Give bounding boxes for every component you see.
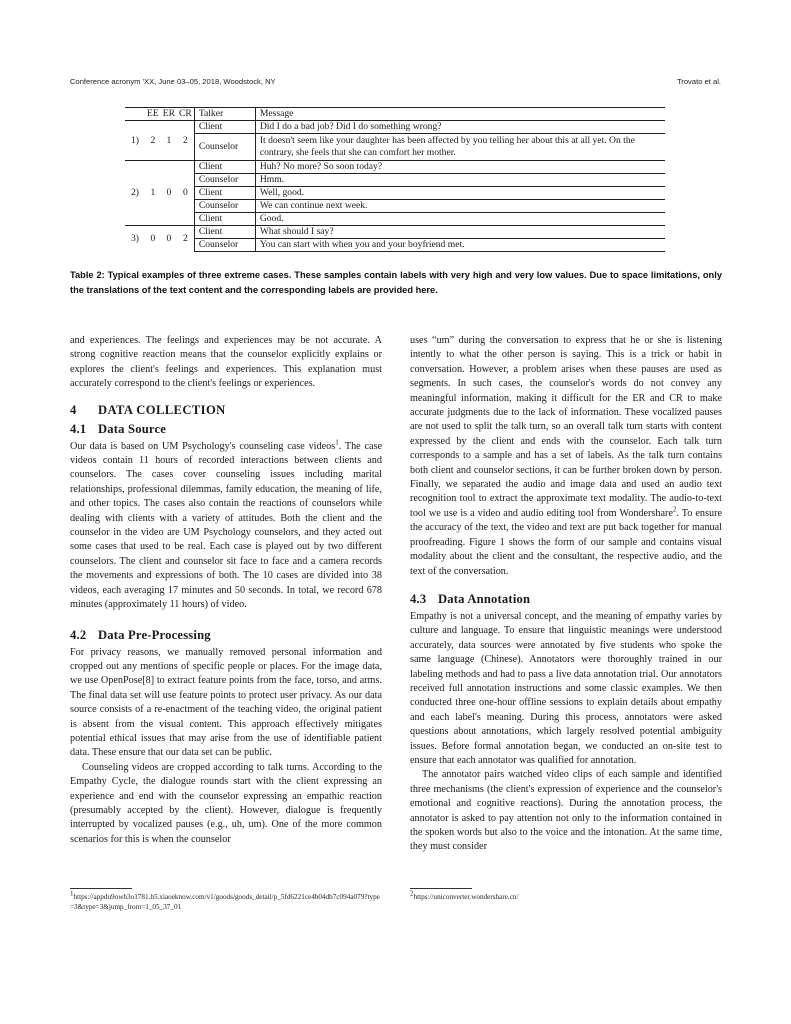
talker-cell: Client xyxy=(194,161,255,174)
right-column xyxy=(410,334,722,855)
ee-value: 2 xyxy=(150,134,156,146)
talker-cell: Client xyxy=(194,187,255,200)
group-label: 1) xyxy=(131,134,139,146)
paragraph-preprocessing: For privacy reasons, we manually removed personal information and cropped out any mentions of specific people or places. For the image data, we use OpenPose[8] to extract feature points from the face, torso, and arms. The final data set will use feature points to protect user privacy. As our data source consists of a re-enactment of the teaching video, the original patient is absent from the visual content. This approach effectively mitigates potential ethical issues that may arise from the use of identifiable patient data. These ensure that our data set can be public. xyxy=(70,646,382,759)
table-header-row xyxy=(125,108,665,121)
table-row xyxy=(125,226,665,239)
footnote-url[interactable]: https://appdu9owh3o1781.h5.xiaoeknow.com/v1/goods/goods_detail/p_5fd6221ce4b04db7c094a079?type=3&type=3&jump_from=1_05_37_01 xyxy=(70,893,380,911)
message-cell: Hmm. xyxy=(255,174,665,187)
message-cell: Did I do a bad job? Did I do something wrong? xyxy=(259,121,442,132)
table-row xyxy=(125,121,665,134)
section-number: 4 xyxy=(70,402,77,417)
talker-cell: Counselor xyxy=(194,200,255,213)
er-value: 1 xyxy=(166,134,172,146)
paragraph-continued xyxy=(410,334,722,579)
group-label: 3) xyxy=(125,226,145,252)
paragraph-text: . To ensure the accuracy of the text, the video and text are put back together for manual proofreading. Figure 1 shows the form of our sample and contains visual modality about the client and the consultant, the respective audio, and the text of the conversation. xyxy=(410,507,722,577)
footnote-marker: 2 xyxy=(410,889,414,898)
table-header-message: Message xyxy=(255,108,665,121)
section-title: Data Pre-Processing xyxy=(98,627,211,642)
paragraph-text: Our data is based on UM Psychology's counseling case videos xyxy=(70,440,336,452)
ee-value: 1 xyxy=(145,161,161,226)
talker-cell: Counselor xyxy=(194,174,255,187)
footnote-rule xyxy=(70,888,132,889)
section-4-heading xyxy=(70,402,382,418)
paragraph-annotation: Empathy is not a universal concept, and the meaning of empathy varies by culture and language. To ensure that linguistic meanings were understood accurately, data sources were annotated by five students who spoke the same language (Chinese). Annotators were thoroughly trained in our labeling methods and had to pass a live data annotation trial. Our annotators received full annotation instructions and some classic examples. We then conducted three one-hour offline sessions to explain details about empathy and each label's meaning. During this process, annotators were asked questions about annotations, which largely resolved potential ambiguity issues. Before formal annotation began, we conducted an on-site test to ensure that each annotator was qualified for annotation. xyxy=(410,610,722,766)
section-title: Data Annotation xyxy=(438,591,531,606)
cr-value: 2 xyxy=(177,226,194,252)
table-row xyxy=(125,134,665,161)
er-value: 0 xyxy=(161,161,177,226)
section-4-3-heading xyxy=(410,591,722,607)
footnote-1 xyxy=(70,888,382,912)
talker-cell: Counselor xyxy=(194,239,255,252)
paragraph-text: uses “um” during the conversation to express that he or she is listening intently to what the other person is saying. This is a trick or habit in conversation. However, a problem arises when these pauses are used as segments. In such cases, the counselor's words do not convey any meaningful information, making it difficult for the ER and CR to make accurate judgments due to the lack of information. These vocalized pauses are not used to split the talk turn, so an overall talk turn starts with content expressed by the client and ends with the counselor. Each talk turn corresponds to a sample and has a set of labels. As the talk turn contains both client and counselor sections, it can be further broken down by person. Finally, we separated the audio and image data and used an audio text recognition tool to extract the approximate text modality. The audio-to-text tool we use is a video and audio editing tool from Wondershare xyxy=(410,335,722,519)
table-header-er: ER xyxy=(162,108,175,119)
table-header-ee: EE xyxy=(147,108,159,119)
footnote-2 xyxy=(410,888,722,902)
footnote-text xyxy=(70,889,382,912)
table-header-talker: Talker xyxy=(194,108,255,121)
section-number: 4.3 xyxy=(410,591,427,606)
message-cell: Good. xyxy=(255,213,665,226)
talker-cell: Client xyxy=(194,121,255,134)
message-cell: You can start with when you and your boyfriend met. xyxy=(255,239,665,252)
footnote-text xyxy=(410,889,722,902)
table-row xyxy=(125,174,665,187)
examples-table xyxy=(125,107,665,252)
paragraph-text: . The case videos contain 11 hours of recorded interactions between clients and counselors. The cases cover counseling issues including marital relationships, professional dilemmas, family education, the meaning of life, and other topics. The cases also contain the reactions of counselors while dealing with clients with a variety of attitudes. Both the client and the counselor in the video are UM Psychology counselors, and they acted out some cases that used to be real. Each case is played out by two different counselors. The client and counselor sit face to face and a camera records the movements and expressions of both. The 10 cases are divided into 38 videos, each averaging 17 minutes and 50 seconds. In total, we record 678 minutes (approximately 11 hours) of video. xyxy=(70,440,383,611)
talker-cell: Counselor xyxy=(194,134,255,161)
table-header-cr: CR xyxy=(177,108,194,121)
talker-cell: Client xyxy=(194,213,255,226)
footnote-url[interactable]: https://uniconverter.wondershare.cn/ xyxy=(413,893,519,901)
message-cell: It doesn't seem like your daughter has been affected by you telling her about this at all yet. On the contrary, she feels that she can comfort her mother. xyxy=(255,134,665,161)
running-header-left: Conference acronym 'XX, June 03–05, 2018, Woodstock, NY xyxy=(70,77,276,86)
section-title: DATA COLLECTION xyxy=(98,402,226,417)
paragraph-data-source xyxy=(70,440,382,613)
table-header-group xyxy=(125,108,145,121)
left-column xyxy=(70,334,382,847)
footnote-marker: 1 xyxy=(70,889,74,898)
footnote-marker: 2 xyxy=(672,505,677,514)
table-row xyxy=(125,239,665,252)
running-header-right: Trovato et al. xyxy=(676,77,721,86)
footnote-rule xyxy=(410,888,472,889)
paragraph-intro: and experiences. The feelings and experiences may be not accurate. A strong cognitive reaction means that the counselor explicitly explains or explores the client's feelings and experiences. This explanation must accurately correspond to the client's feelings or experiences. xyxy=(70,335,382,390)
footnote-marker: 1 xyxy=(335,438,339,447)
paragraph-annotator-pairs: The annotator pairs watched video clips of each sample and identified three mechanisms (the client's expression of experience and the counselor's emotional and cognitive reactions). During the annotation process, the annotator is asked to pay attention not only to the information contained in the spoken words but also to the voice and the intonation. At the same time, they must consider xyxy=(410,769,722,853)
ee-value: 0 xyxy=(145,226,161,252)
message-cell: Huh? No more? So soon today? xyxy=(255,161,665,174)
table-row xyxy=(125,161,665,174)
cr-value: 2 xyxy=(183,134,188,146)
message-cell: We can continue next week. xyxy=(255,200,665,213)
cr-value: 0 xyxy=(177,161,194,226)
section-4-2-heading xyxy=(70,627,382,643)
table-row xyxy=(125,213,665,226)
group-label: 2) xyxy=(125,161,145,226)
section-number: 4.2 xyxy=(70,627,87,642)
section-number: 4.1 xyxy=(70,421,87,436)
er-value: 0 xyxy=(161,226,177,252)
message-cell: What should I say? xyxy=(255,226,665,239)
table-row xyxy=(125,187,665,200)
table-row xyxy=(125,200,665,213)
table-caption: Table 2: Typical examples of three extreme cases. These samples contain labels with very high and very low values. Due to space limitations, only the translations of the text content and the corresponding labels are provided here. xyxy=(70,270,722,295)
section-title: Data Source xyxy=(98,421,167,436)
message-cell: Well, good. xyxy=(255,187,665,200)
paragraph-talk-turns: Counseling videos are cropped according to talk turns. According to the Empathy Cycle, the dialogue rounds start with the client expressing an experience and end with the counselor expressing an empathic reaction (presumably accepted by the client). However, dialogue is frequently interrupted by vocalized pauses (e.g., uh, um). One of the more common scenarios for this is when the counselor xyxy=(70,761,382,845)
section-4-1-heading xyxy=(70,421,382,437)
talker-cell: Client xyxy=(194,226,255,239)
